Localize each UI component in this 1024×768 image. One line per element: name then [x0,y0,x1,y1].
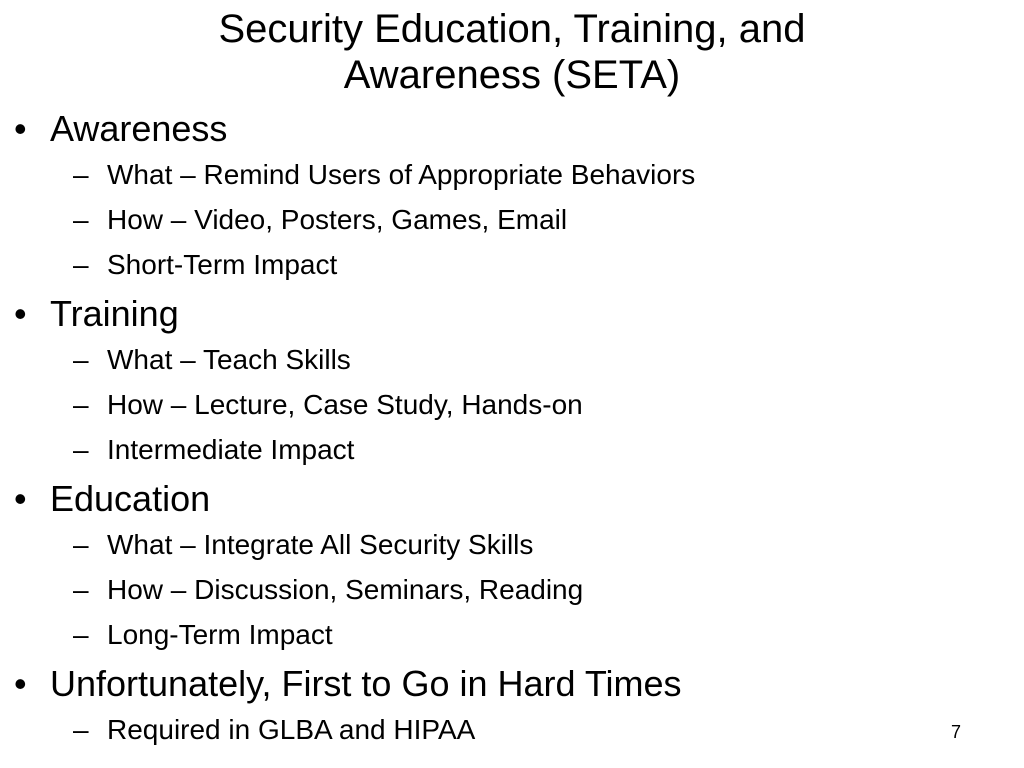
sub-bullet-text: Long-Term Impact [107,619,333,650]
sub-bullet-item [73,522,994,567]
sub-bullet-item [73,152,994,197]
sub-bullet-marker: – [73,574,89,605]
bullet-item-hard-times [14,661,994,752]
bullet-marker: • [14,478,27,519]
sub-bullet-marker: – [73,389,89,420]
slide-title-line-1: Security Education, Training, and [218,7,806,51]
sub-bullet-marker: – [73,159,89,190]
sub-bullet-marker: – [73,204,89,235]
sub-bullet-list [74,152,994,287]
sub-bullet-marker: – [73,249,89,280]
slide-title-line-2: Awareness (SETA) [343,53,681,97]
sub-bullet-marker: – [73,529,89,560]
sub-bullet-text: Short-Term Impact [107,249,338,280]
sub-bullet-item [73,382,994,427]
sub-bullet-list [74,337,994,472]
sub-bullet-item [73,427,994,472]
page-number: 7 [950,722,961,742]
sub-bullet-text: How – Discussion, Seminars, Reading [107,574,584,605]
sub-bullet-text: Intermediate Impact [107,434,355,465]
sub-bullet-marker: – [73,619,89,650]
slide-title [0,6,1024,98]
sub-bullet-item [73,197,994,242]
sub-bullet-text: What – Remind Users of Appropriate Behaviors [107,159,696,190]
bullet-marker: • [14,663,27,704]
sub-bullet-text: What – Teach Skills [107,344,351,375]
sub-bullet-item [73,242,994,287]
bullet-text: Awareness [50,108,228,149]
sub-bullet-text: How – Lecture, Case Study, Hands-on [107,389,583,420]
sub-bullet-text: What – Integrate All Security Skills [107,529,534,560]
bullet-marker: • [14,293,27,334]
sub-bullet-item [73,337,994,382]
sub-bullet-text: How – Video, Posters, Games, Email [107,204,568,235]
bullet-marker: • [14,108,27,149]
bullet-text: Education [50,478,211,519]
sub-bullet-list [74,522,994,657]
sub-bullet-item [73,612,994,657]
sub-bullet-marker: – [73,434,89,465]
sub-bullet-text: Required in GLBA and HIPAA [107,714,476,745]
sub-bullet-marker: – [73,714,89,745]
sub-bullet-item [73,707,994,752]
bullet-list [14,106,994,752]
sub-bullet-marker: – [73,344,89,375]
bullet-text: Unfortunately, First to Go in Hard Times [50,663,682,704]
bullet-item-training [14,291,994,472]
bullet-text: Training [50,293,179,334]
bullet-item-awareness [14,106,994,287]
bullet-item-education [14,476,994,657]
sub-bullet-item [73,567,994,612]
sub-bullet-list [74,707,994,752]
